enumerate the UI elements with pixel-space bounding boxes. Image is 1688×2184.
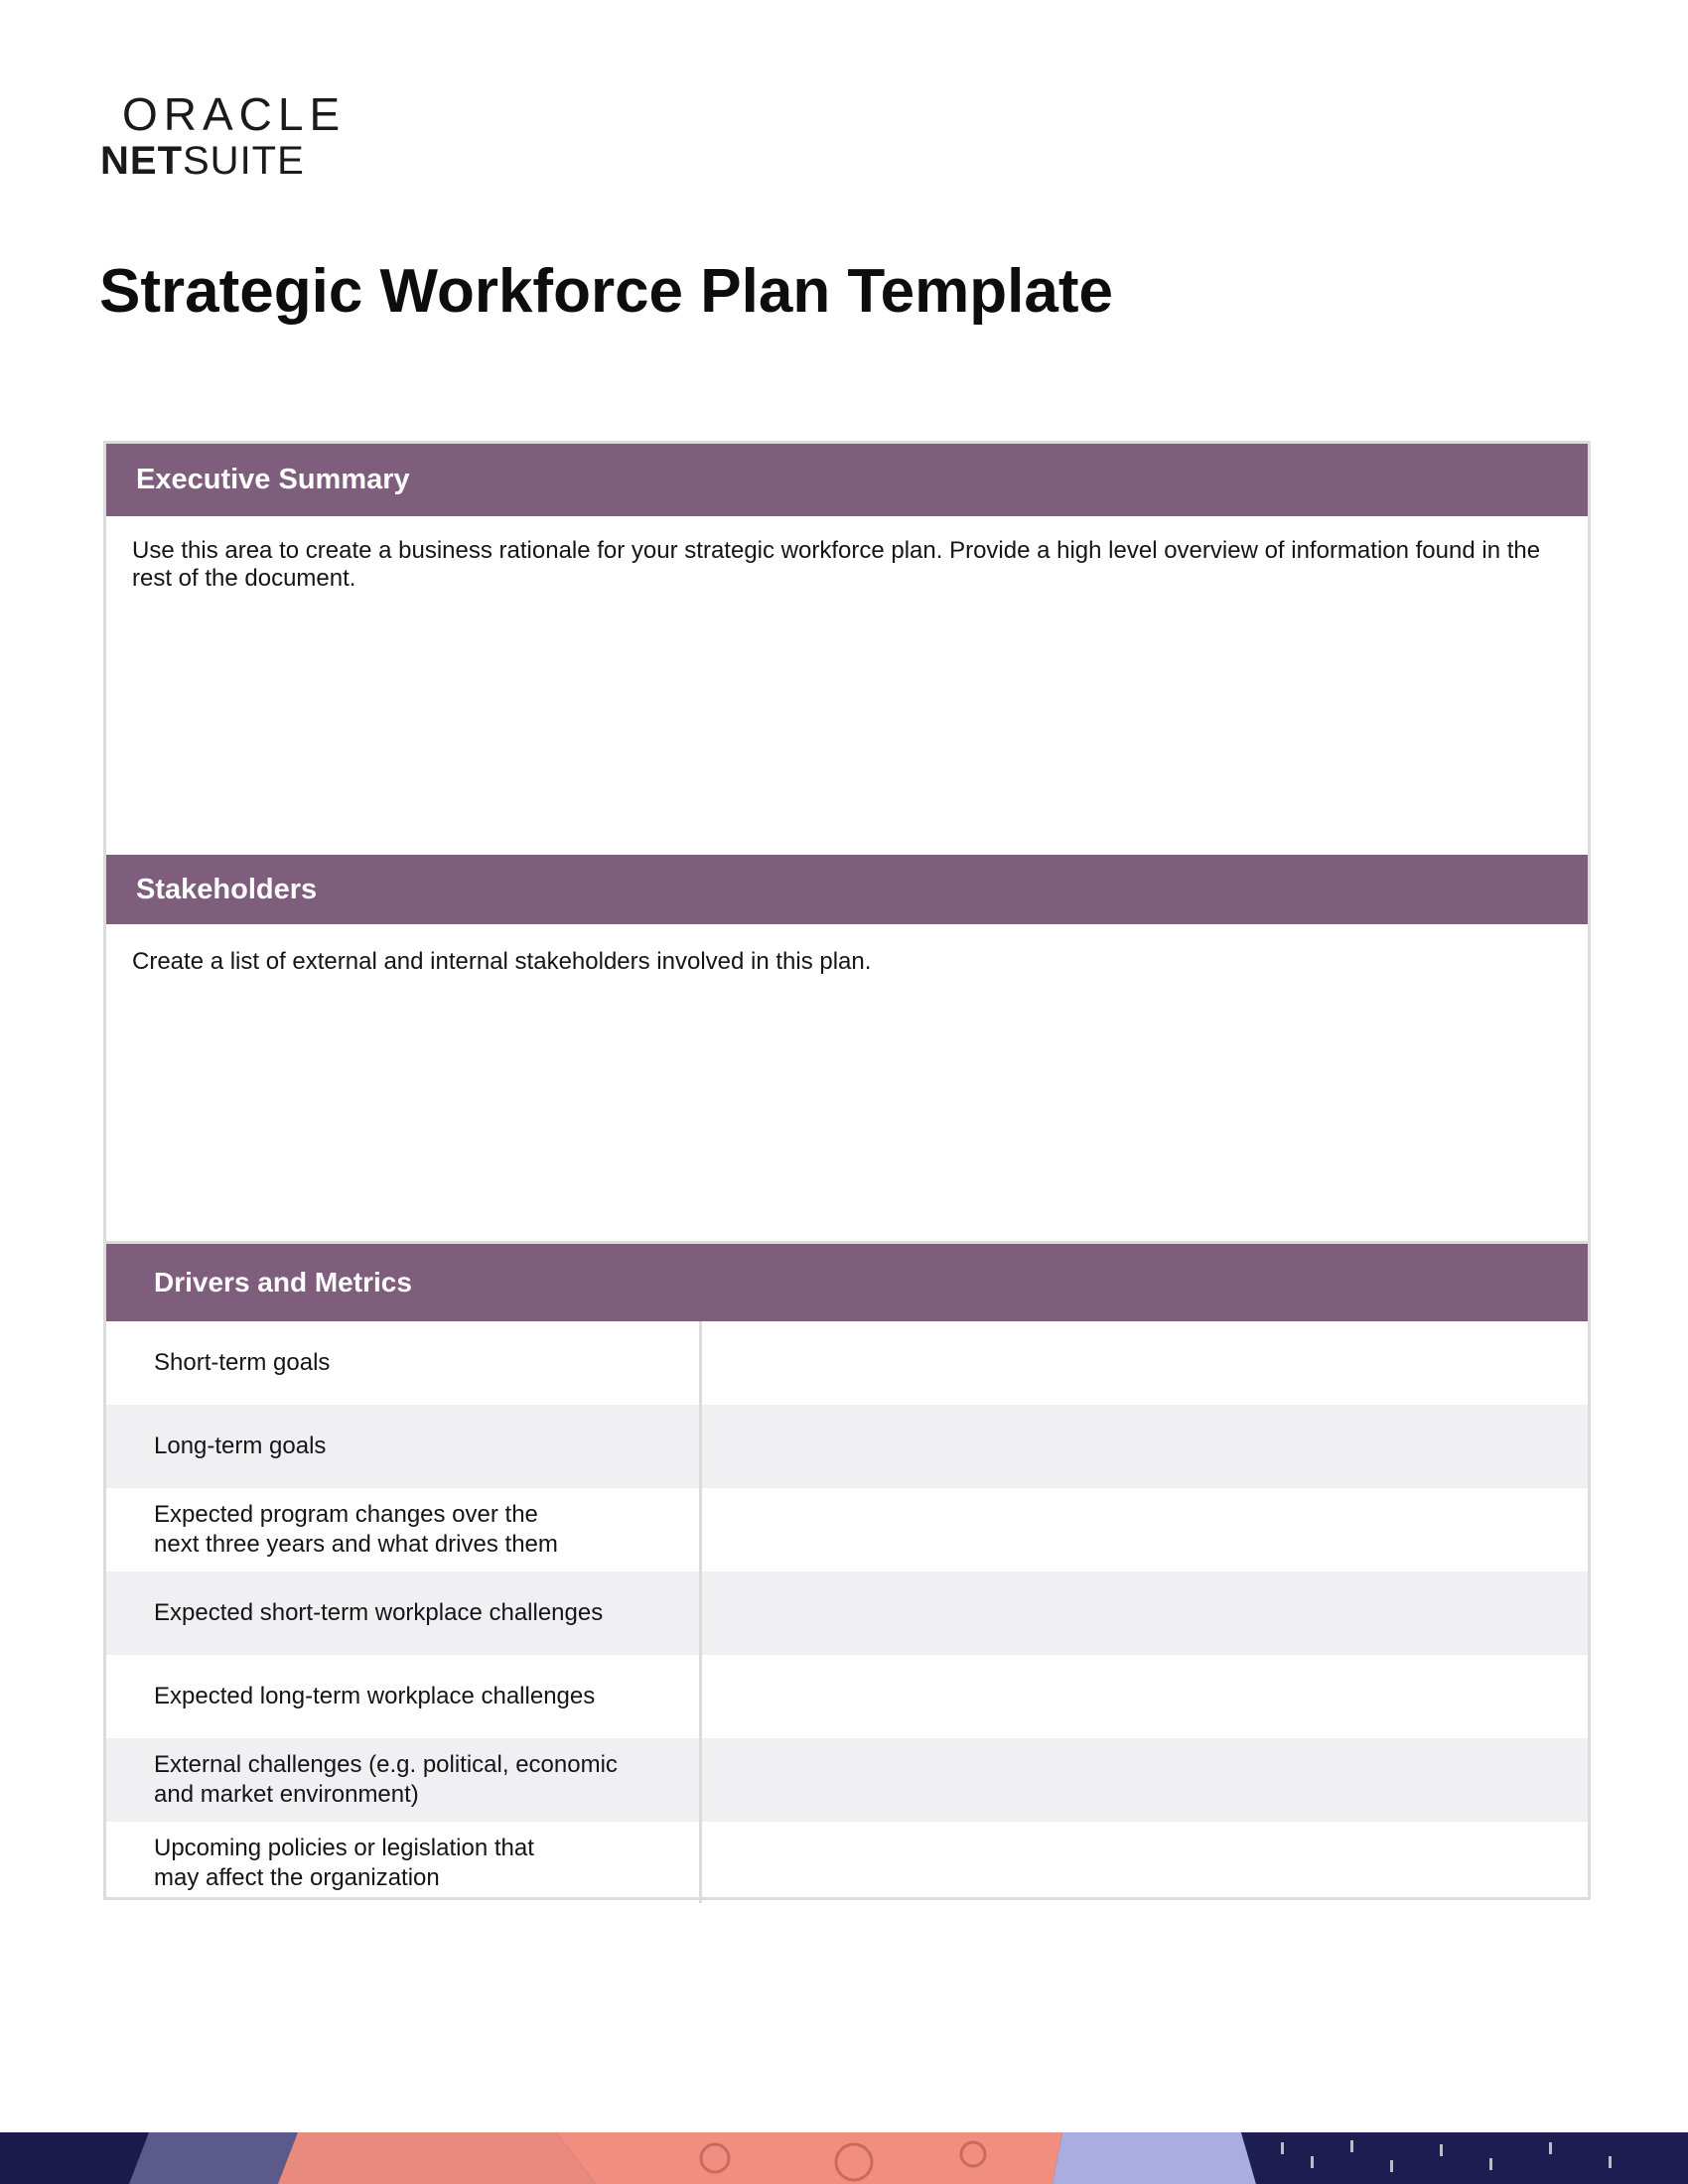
- executive-summary-heading: Executive Summary: [136, 464, 410, 495]
- table-row: [106, 1655, 1588, 1738]
- metric-value-cell[interactable]: [699, 1655, 1588, 1738]
- logo-oracle-wordmark: ORACLE: [122, 88, 347, 140]
- logo-suite: SUITE: [183, 139, 305, 183]
- table-row: [106, 1488, 1588, 1571]
- column-divider: [699, 1321, 702, 1903]
- executive-summary-header: [106, 444, 1588, 516]
- metric-value-cell[interactable]: [699, 1488, 1588, 1571]
- drivers-metrics-header: [106, 1244, 1588, 1321]
- metric-value-cell[interactable]: [699, 1822, 1588, 1905]
- table-row: [106, 1738, 1588, 1822]
- metric-label: Long-term goals: [154, 1433, 327, 1459]
- stakeholders-body[interactable]: Create a list of external and internal stakeholders involved in this plan.: [132, 948, 872, 975]
- footer-pattern-graphic: [0, 2132, 1688, 2184]
- page-title: Strategic Workforce Plan Template: [99, 257, 1114, 326]
- footer-decorative-banner: [0, 2132, 1688, 2184]
- metric-value-cell[interactable]: [699, 1571, 1588, 1655]
- metric-value-cell[interactable]: [699, 1738, 1588, 1822]
- workforce-plan-form: [103, 441, 1591, 1900]
- logo-net: NET: [100, 139, 183, 183]
- metric-label: Expected program changes over the next three years and what drives them: [154, 1501, 558, 1558]
- drivers-metrics-table: [106, 1321, 1588, 1905]
- metric-label: Upcoming policies or legislation that may affect the organization: [154, 1835, 534, 1891]
- metric-label: External challenges (e.g. political, economic and market environment): [154, 1751, 618, 1808]
- metric-label: Expected long-term workplace challenges: [154, 1683, 596, 1709]
- table-row: [106, 1571, 1588, 1655]
- table-row: [106, 1321, 1588, 1405]
- table-row: [106, 1405, 1588, 1488]
- oracle-netsuite-logo: [100, 88, 378, 183]
- metric-label: Expected short-term workplace challenges: [154, 1599, 604, 1626]
- executive-summary-body[interactable]: Use this area to create a business rationale for your strategic workforce plan. Provide a high level overview of information found in the rest of the document.: [132, 537, 1541, 592]
- metric-value-cell[interactable]: [699, 1321, 1588, 1405]
- drivers-metrics-heading: Drivers and Metrics: [154, 1267, 412, 1297]
- metric-value-cell[interactable]: [699, 1405, 1588, 1488]
- metric-label: Short-term goals: [154, 1349, 331, 1376]
- logo-netsuite-wordmark: [100, 139, 305, 183]
- stakeholders-header: [106, 855, 1588, 924]
- table-row: [106, 1822, 1588, 1905]
- stakeholders-heading: Stakeholders: [136, 873, 318, 905]
